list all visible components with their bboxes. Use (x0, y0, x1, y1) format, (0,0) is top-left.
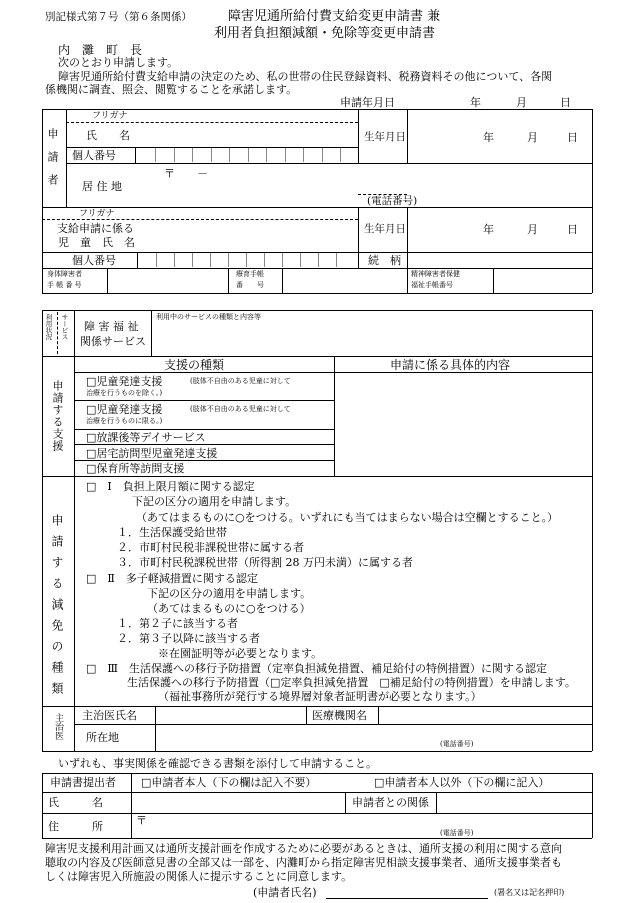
support-detail-header: 申請に係る具体的内容 (390, 358, 511, 372)
doctor-name-label: 主治医氏名 (82, 709, 137, 722)
application-date-month: 月 (516, 96, 527, 109)
reduction-option[interactable]: １．生活保護受給世帯 (117, 526, 227, 539)
application-date-label: 申請年月日 (340, 96, 395, 109)
child-name-label-1: 支給申請に係る (57, 222, 134, 235)
reduction-line: ※在園証明等が必要となります。 (158, 647, 323, 660)
submitter-option-other[interactable]: □申請者本人以外（下の欄に記入） (374, 776, 550, 789)
reduction-line: 下記の区分の適用を申請します。 (147, 587, 312, 600)
child-birth-month: 月 (527, 223, 538, 236)
support-side-label: 申請する支援 (51, 380, 64, 452)
support-row-note2: 治療を行うものを除く。) (86, 389, 163, 397)
doctor-address-label: 所在地 (86, 731, 119, 744)
applicant-name-label: 氏 名 (86, 129, 130, 142)
signature-note: (署名又は記名押印) (494, 888, 565, 897)
child-relation-label: 続 柄 (368, 254, 401, 267)
applicant-postal-mark: 〒 － (164, 167, 208, 180)
applicant-furigana-label: フリガナ (92, 111, 128, 121)
applicant-phone-label: (電話番号) (367, 195, 418, 207)
applicant-birth-day: 日 (567, 131, 578, 144)
reduction-side-label: 申請する減免の種類 (50, 514, 64, 703)
reduction-option[interactable]: ２．第３子以降に該当する者 (117, 632, 260, 645)
child-name-label-2: 児 童 氏 名 (58, 236, 135, 249)
applicant-birth-year: 年 (483, 131, 494, 144)
applicant-address-label: 居 住 地 (82, 180, 122, 193)
form-title-line2: 利用者負担額減額・免除等変更申請書 (214, 26, 436, 41)
reduction-line: 生活保護への移行予防措置（□定率負担減免措置 □補足給付の特例措置）を申請します。 (127, 676, 576, 689)
submitter-label: 申請書提出者 (50, 776, 116, 789)
addressee: 内 灘 町 長 (58, 43, 143, 57)
handbook-mental-label-2: 福祉手帳番号 (411, 281, 453, 289)
reduction-item-3[interactable]: □ Ⅲ 生活保護への移行予防措置（定率負担減免措置、補足給付の特例措置）に関する認定 (86, 662, 547, 675)
support-row-note2: 治療を行うものに限る。) (86, 417, 163, 425)
form-title-line1: 障害児通所給付費支給変更申請書 兼 (228, 9, 441, 24)
form-code: 別記様式第７号（第６条関係） (45, 11, 192, 23)
consent-line2: 聴取の内容及び医師意見書の全部又は一部を、内灘町から指定障害児相談支援事業者、通所支援事業者も (45, 856, 562, 869)
reduction-line: （あてはまるものに○をつける） (147, 602, 311, 615)
support-row-note: (肢体不自由のある児童に対して (190, 377, 291, 385)
reduction-option[interactable]: １．第２子に該当する者 (117, 617, 238, 630)
support-row-note: (肢体不自由のある児童に対して (190, 405, 291, 413)
submitter-relation-label: 申請者との関係 (352, 796, 429, 809)
child-birth-label: 生年月日 (364, 223, 406, 235)
support-row-label[interactable]: □児童発達支援 (86, 375, 163, 388)
signature-line[interactable] (326, 898, 488, 899)
usage-status-side-label-1: 利用状況 (44, 314, 53, 340)
service-label-1: 障 害 福 祉 (84, 320, 139, 333)
applicant-birth-label: 生年月日 (364, 131, 406, 143)
reduction-item-1[interactable]: □ Ⅰ 負担上限月額に関する認定 (86, 480, 255, 493)
reduction-line: （あてはまるものに○をつける。いずれにも当てはまらない場合は空欄とすること。） (136, 511, 559, 524)
reduction-line: 下記の区分の適用を申請します。 (132, 495, 297, 508)
intro-line2: 障害児通所給付費支給申請の決定のため、私の世帯の住民登録資料、税務資料その他について、各関 (58, 70, 553, 83)
submitter-address-label: 住 所 (48, 820, 103, 833)
applicant-personal-number-label: 個人番号 (72, 149, 116, 162)
support-type-header: 支援の種類 (164, 358, 225, 372)
submitter-option-self[interactable]: □申請者本人（下の欄は記入不要） (141, 776, 317, 789)
child-birth-year: 年 (483, 223, 494, 236)
handbook-rehab-label-2: 番 号 (236, 281, 264, 289)
attach-note: いずれも、事実関係を確認できる書類を添付して申請すること。 (58, 757, 377, 770)
submitter-name-label: 氏 名 (48, 796, 103, 809)
reduction-option[interactable]: ３．市町村民税課税世帯（所得割 28 万円未満）に属する者 (117, 556, 413, 569)
usage-status-side-label-2: サービス (60, 314, 69, 340)
intro-line1: 次のとおり申請します。 (58, 56, 179, 69)
applicant-section-label: 申請者 (46, 128, 59, 197)
consent-line1: 障害児支援利用計画又は通所支援計画を作成するために必要があるときは、通所支援の利用に関する意向 (45, 842, 562, 855)
handbook-mental-label-1: 精神障害者保健 (411, 270, 460, 278)
submitter-postal-mark: 〒 (136, 814, 147, 827)
reduction-item-2[interactable]: □ Ⅱ 多子軽減措置に関する認定 (86, 572, 258, 585)
doctor-institution-label: 医療機関名 (312, 709, 367, 722)
consent-line3: しくは障害児入所施設の関係人に提示することに同意します。 (45, 870, 353, 883)
application-date-year: 年 (470, 96, 481, 109)
service-label-2: 関係サービス (80, 335, 146, 348)
signature-label: (申請者氏名) (253, 886, 317, 899)
usage-status-note: 利用中のサービスの種類と内容等 (156, 313, 261, 321)
support-row-label[interactable]: □放課後等デイサービス (86, 431, 206, 444)
intro-line3: 係機関に調査、照会、閲覧することを承諾します。 (45, 83, 298, 96)
doctor-phone-label: (電話番号) (440, 740, 474, 748)
support-row-label[interactable]: □児童発達支援 (86, 403, 163, 416)
child-furigana-label: フリガナ (79, 209, 115, 219)
support-row-label[interactable]: □保育所等訪問支援 (86, 462, 185, 475)
handbook-rehab-label-1: 療育手帳 (236, 270, 264, 278)
doctor-side-label: 主治医 (53, 713, 63, 740)
child-birth-day: 日 (567, 223, 578, 236)
support-row-label[interactable]: □居宅訪問型児童発達支援 (86, 447, 218, 460)
applicant-birth-month: 月 (527, 131, 538, 144)
reduction-line: （福祉事務所が発行する境界層対象者証明書が必要となります。） (158, 690, 482, 703)
child-personal-number-label: 個人番号 (72, 254, 116, 267)
application-date-day: 日 (560, 96, 571, 109)
handbook-physical-label-2: 手 帳 番 号 (47, 281, 82, 289)
handbook-physical-label-1: 身体障害者 (47, 270, 82, 278)
submitter-phone-label: (電話番号) (440, 829, 474, 837)
reduction-option[interactable]: ２．市町村民税非課税世帯に属する者 (117, 541, 304, 554)
